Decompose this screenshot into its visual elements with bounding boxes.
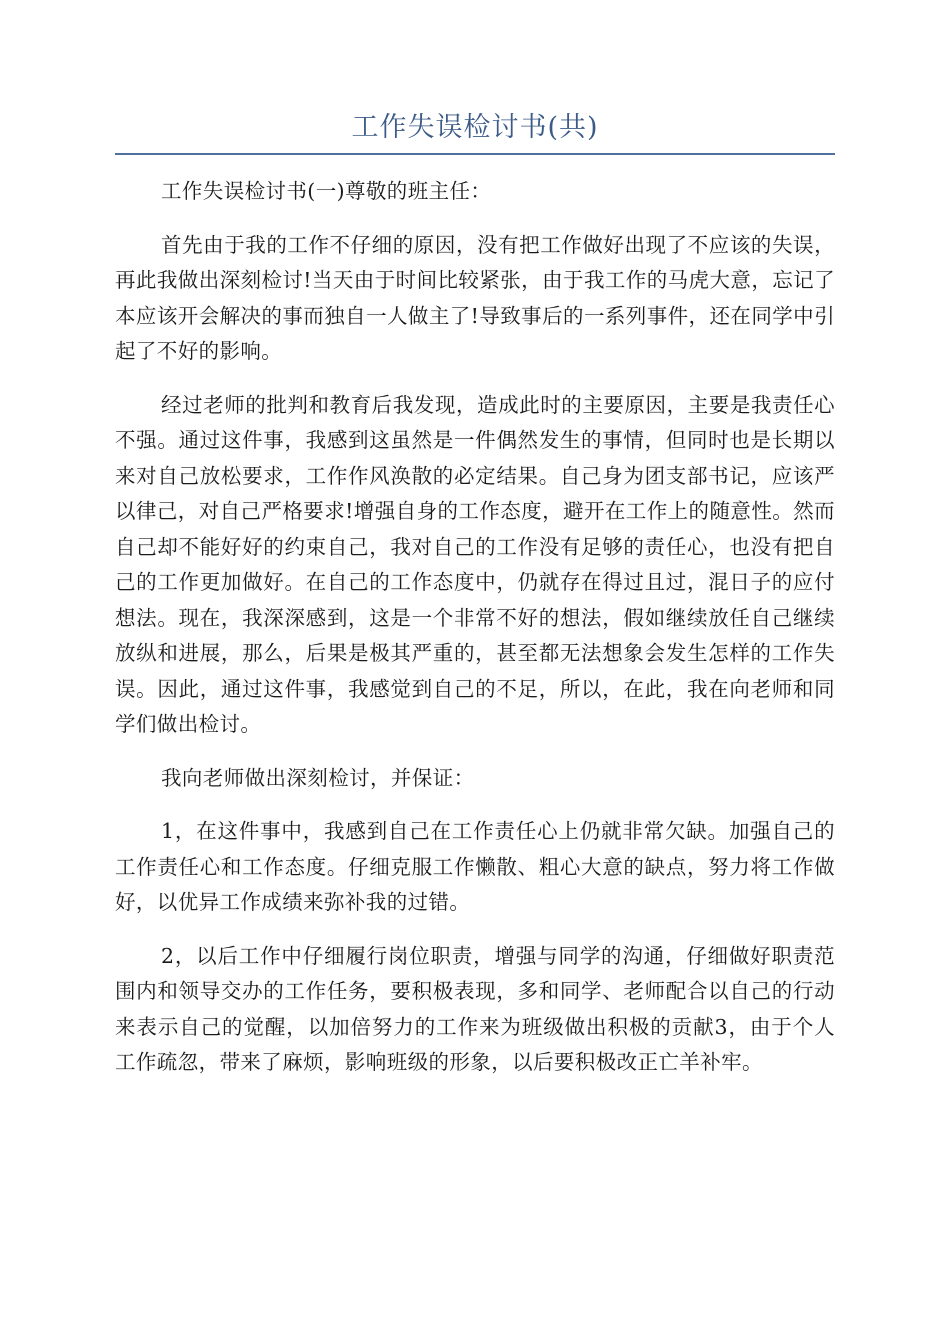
body-paragraph: 经过老师的批判和教育后我发现，造成此时的主要原因，主要是我责任心不强。通过这件事，我感到这虽然是一件偶然发生的事情，但同时也是长期以来对自己放松要求，工作作风涣散的必定结果。自己身为团支部书记，应该严以律己，对自己严格要求!增强自身的工作态度，避开在工作上的随意性。然而自己却不能好好的约束自己，我对自己的工作没有足够的责任心，也没有把自己的工作更加做好。在自己的工作态度中，仍就存在得过且过，混日子的应付想法。现在，我深深感到，这是一个非常不好的想法，假如继续放任自己继续放纵和进展，那么，后果是极其严重的，甚至都无法想象会发生怎样的工作失误。因此，通过这件事，我感觉到自己的不足，所以，在此，我在向老师和同学们做出检讨。 <box>115 392 835 736</box>
body-paragraph: 我向老师做出深刻检讨，并保证： <box>161 765 475 790</box>
document-body <box>115 174 835 1099</box>
body-paragraph: 1，在这件事中，我感到自己在工作责任心上仍就非常欠缺。加强自己的工作责任心和工作态度。仔细克服工作懒散、粗心大意的缺点，努力将工作做好，以优异工作成绩来弥补我的过错。 <box>115 819 835 914</box>
body-paragraph: 首先由于我的工作不仔细的原因，没有把工作做好出现了不应该的失误，再此我做出深刻检讨!当天由于时间比较紧张，由于我工作的马虎大意，忘记了本应该开会解决的事而独自一人做主了!导致事后的一系列事件，还在同学中引起了不好的影响。 <box>115 232 835 363</box>
document-title: 工作失误检讨书(共) <box>351 112 599 143</box>
body-paragraph: 2，以后工作中仔细履行岗位职责，增强与同学的沟通，仔细做好职责范围内和领导交办的工作任务，要积极表现，多和同学、老师配合以自己的行动来表示自己的觉醒，以加倍努力的工作来为班级做出积极的贡献3，由于个人工作疏忽，带来了麻烦，影响班级的形象，以后要积极改正亡羊补牢。 <box>115 943 835 1074</box>
salutation-paragraph: 工作失误检讨书(一)尊敬的班主任： <box>161 179 492 203</box>
title-underline <box>115 153 835 155</box>
